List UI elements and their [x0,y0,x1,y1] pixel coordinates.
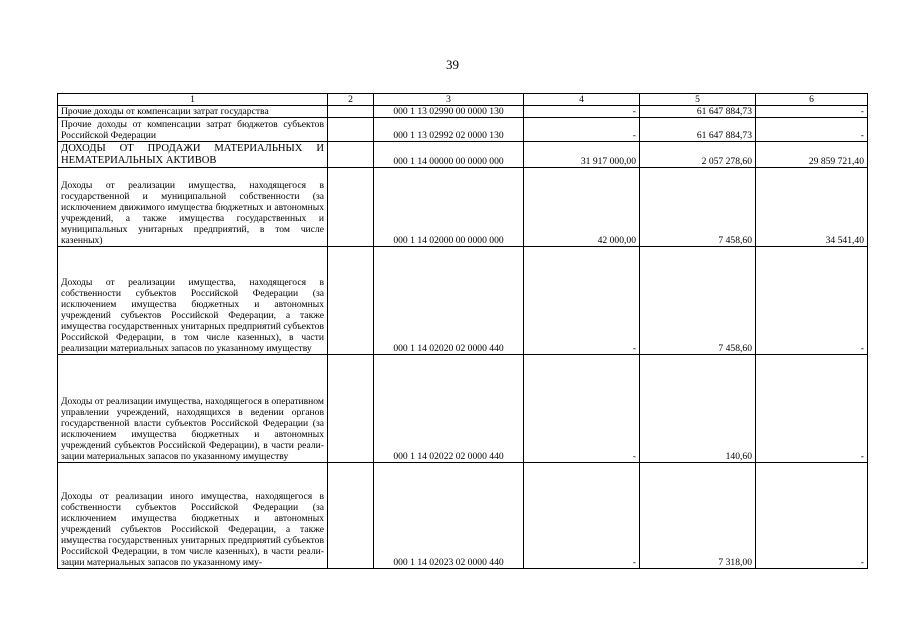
row-code: 000 1 14 02023 02 0000 440 [374,463,524,569]
row-col-4: - [524,106,640,118]
row-col-4: - [524,118,640,142]
header-col-6: 6 [756,94,868,106]
row-name: Доходы от реализации иного имущества, находящегося в собственности субъектов Российской Федерации (за исключением имущества бюджетных и автономных учреждений субъектов Российской Федерации, а также имущества государственных унитарных предприятий субъектов Российской Федерации, в том числе казенных), в части реализации материальных запасов по указанному иму- [58,463,328,569]
row-col-2 [328,168,374,247]
header-col-5: 5 [640,94,756,106]
header-col-2: 2 [328,94,374,106]
table-row [58,118,868,142]
row-name: Доходы от реализации имущества, находящегося в государственной и муниципальной собственности (за исключением движимого имущества бюджетных и автономных учреждений, а также имущества государственных и муниципальных унитарных предприятий, в том числе казенных) [58,168,328,247]
row-col-5: 7 318,00 [640,463,756,569]
row-col-4: - [524,463,640,569]
row-code: 000 1 14 02020 02 0000 440 [374,247,524,355]
row-col-2 [328,355,374,463]
table-row [58,463,868,569]
row-col-2 [328,247,374,355]
budget-table [57,93,868,569]
table-row [58,106,868,118]
row-code: 000 1 13 02992 02 0000 130 [374,118,524,142]
row-code: 000 1 14 02000 00 0000 000 [374,168,524,247]
table-row [58,168,868,247]
row-col-2 [328,463,374,569]
row-col-6: - [756,463,868,569]
row-col-5: 7 458,60 [640,247,756,355]
row-code: 000 1 13 02990 00 0000 130 [374,106,524,118]
row-name: Прочие доходы от компенсации затрат бюджетов субъектов Российской Федерации [58,118,328,142]
row-col-5: 61 647 884,73 [640,118,756,142]
row-col-6: 34 541,40 [756,168,868,247]
table-body [58,106,868,569]
row-col-6: - [756,118,868,142]
row-col-6: 29 859 721,40 [756,142,868,168]
row-code: 000 1 14 00000 00 0000 000 [374,142,524,168]
row-col-4: 42 000,00 [524,168,640,247]
row-col-5: 61 647 884,73 [640,106,756,118]
row-code: 000 1 14 02022 02 0000 440 [374,355,524,463]
row-name: Прочие доходы от компенсации затрат государства [58,106,328,118]
row-name: Доходы от реализации имущества, находящегося в собственности субъектов Российской Федерации (за исключением имущества бюджетных и автономных учреждений субъектов Российской Федерации, а также имущества государственных унитарных предприятий субъектов Российской Федерации, в том числе казенных), в части реализации материальных запасов по указанному имуществу [58,247,328,355]
row-col-5: 2 057 278,60 [640,142,756,168]
row-col-2 [328,118,374,142]
row-name: Доходы от реализации имущества, находящегося в оперативном управлении учреждений, находящихся в ведении органов государственной власти субъектов Российской Федерации (за исключением имущества бюджетных и автономных учреждений субъектов Российской Федерации), в части реализации материальных запасов по указанному имуществу [58,355,328,463]
header-col-3: 3 [374,94,524,106]
row-col-6: - [756,247,868,355]
row-col-5: 140,60 [640,355,756,463]
table-row [58,247,868,355]
header-col-1: 1 [58,94,328,106]
row-col-2 [328,142,374,168]
header-col-4: 4 [524,94,640,106]
row-col-4: - [524,247,640,355]
table-header [58,94,868,106]
row-col-4: 31 917 000,00 [524,142,640,168]
row-col-5: 7 458,60 [640,168,756,247]
row-col-6: - [756,355,868,463]
page-number: 39 [446,57,459,72]
row-col-2 [328,106,374,118]
row-name: ДОХОДЫ ОТ ПРОДАЖИ МАТЕРИАЛЬНЫХ И НЕМАТЕРИАЛЬНЫХ АКТИВОВ [58,142,328,168]
table-row [58,355,868,463]
row-col-6: - [756,106,868,118]
header-row [58,94,868,106]
row-col-4: - [524,355,640,463]
table-row [58,142,868,168]
